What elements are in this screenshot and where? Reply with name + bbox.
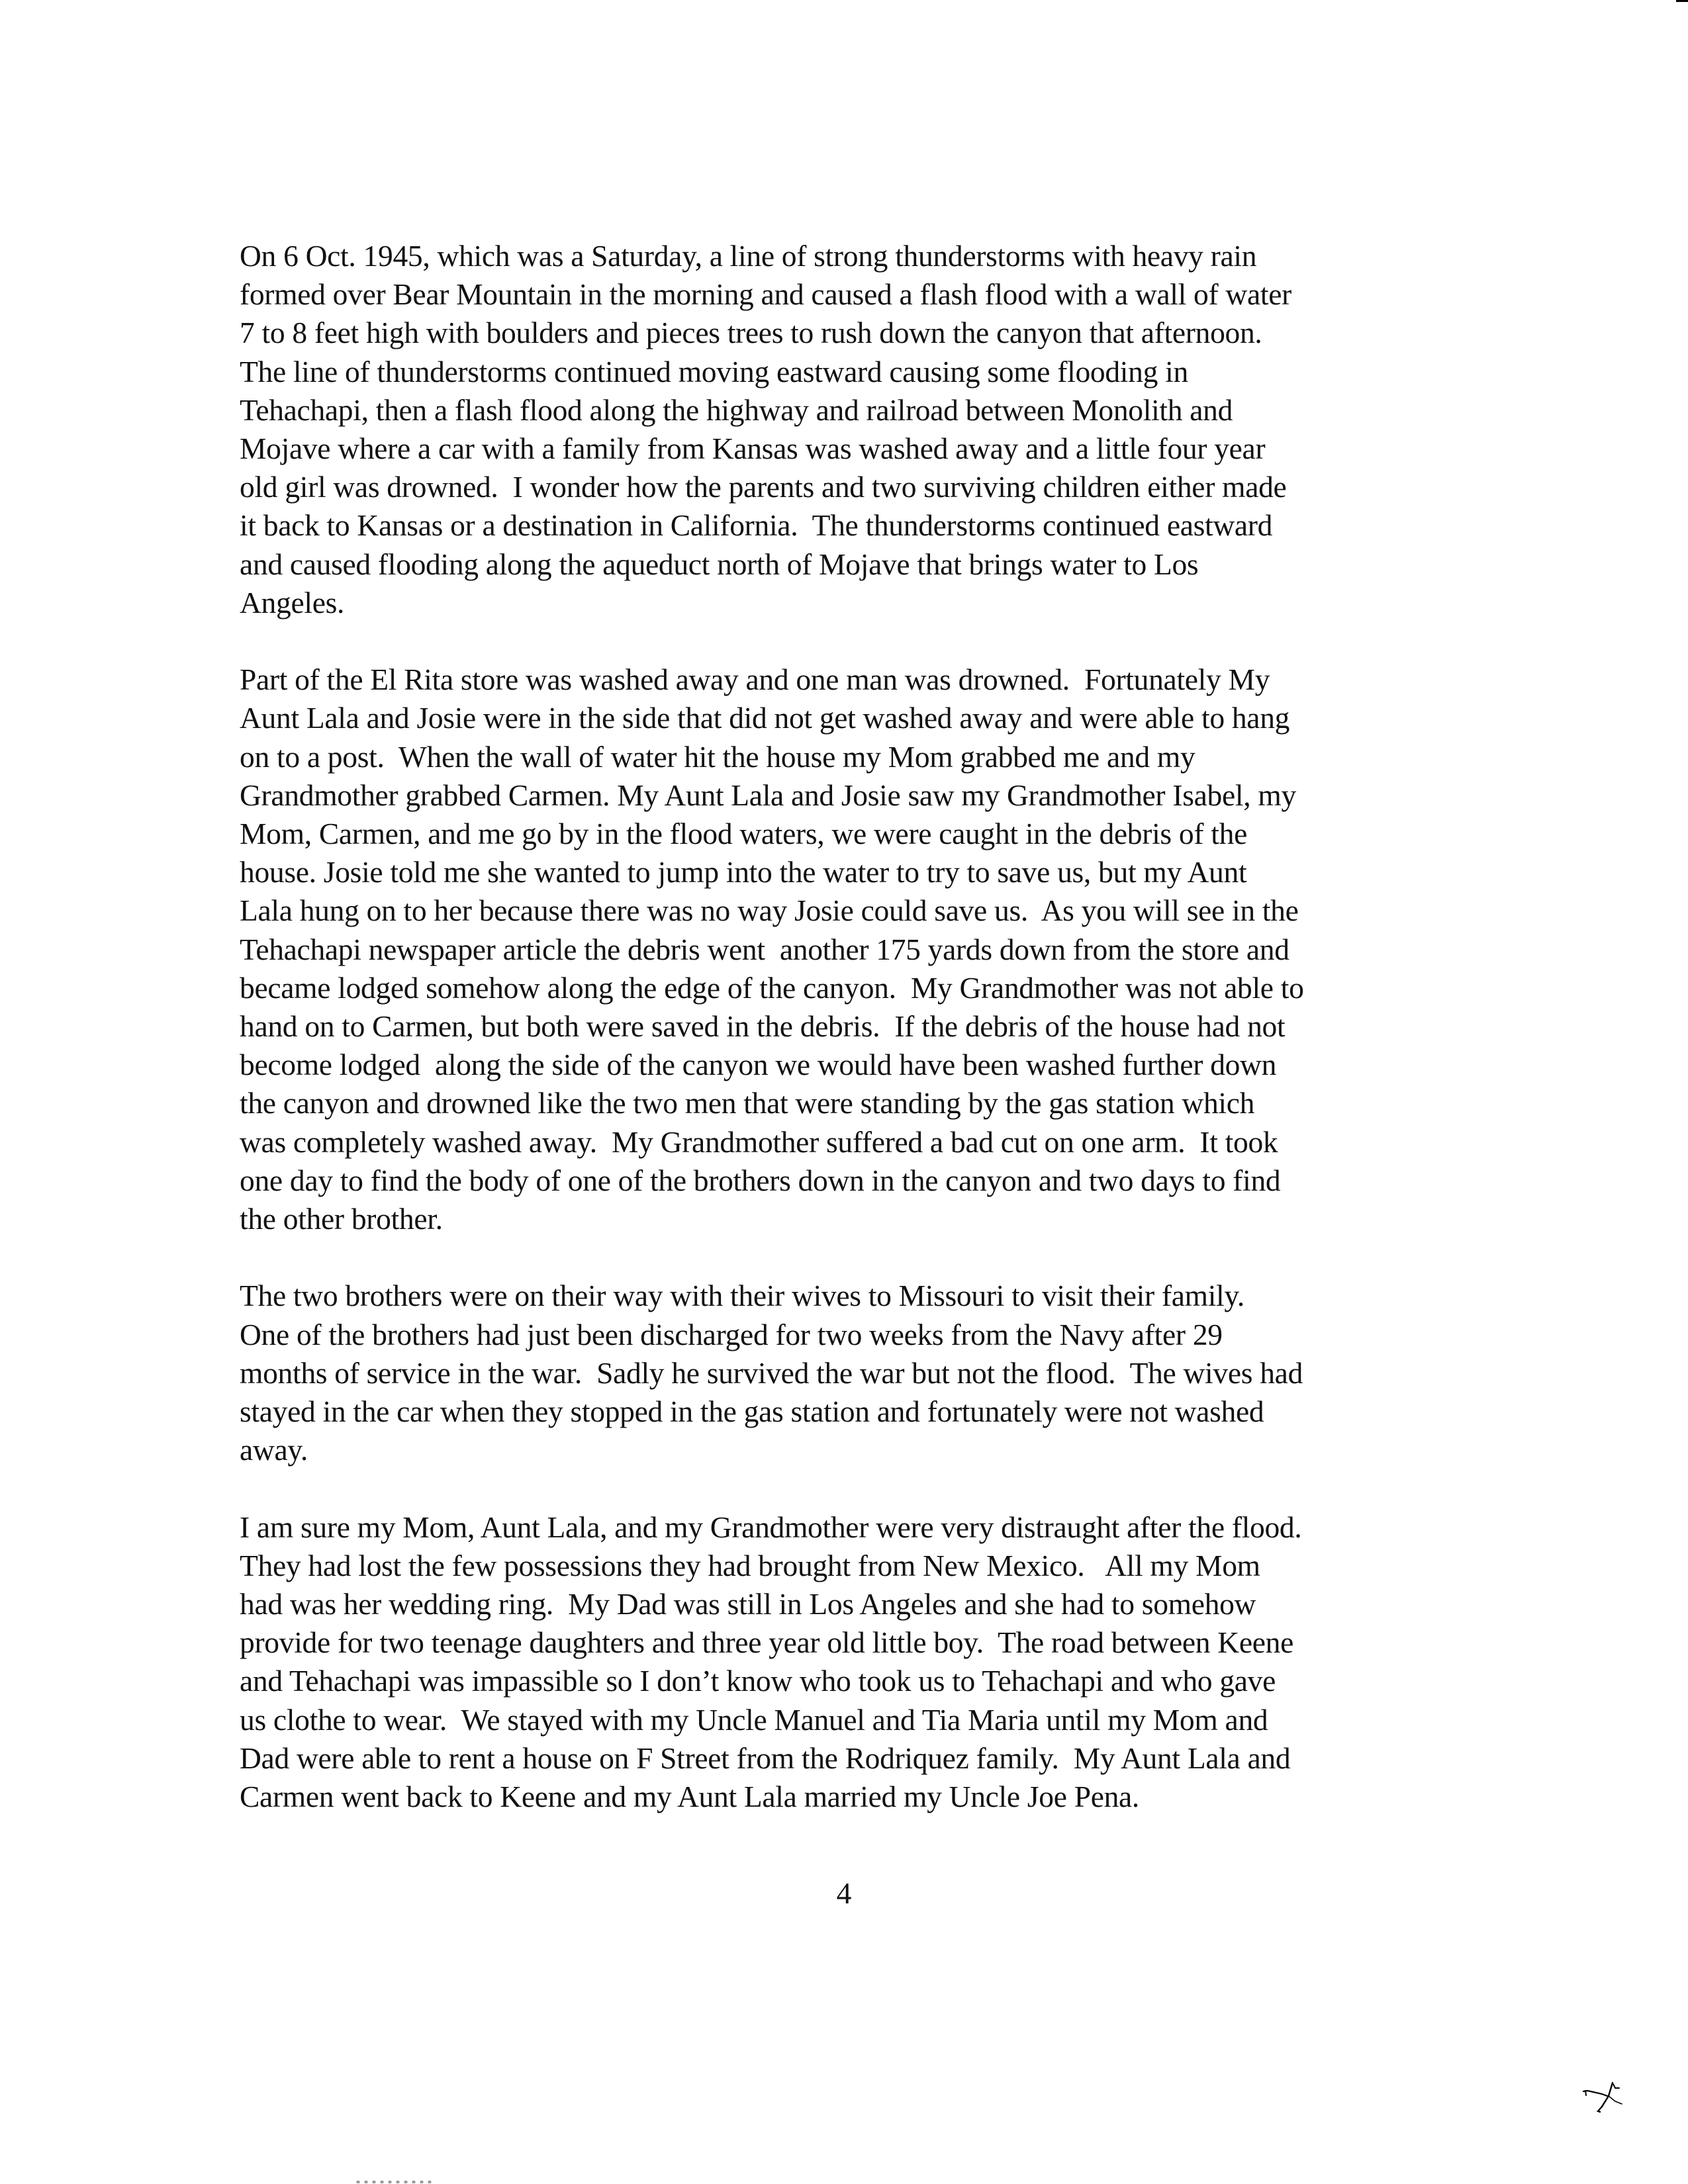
text-line: provide for two teenage daughters and three year old little boy. The road between Keene [240,1625,1294,1660]
text-line: was completely washed away. My Grandmother suffered a bad cut on one arm. It took [240,1124,1278,1159]
scan-artifact [354,2181,434,2183]
page-number: 4 [836,1876,852,1910]
paragraph [240,660,1484,1238]
text-line: and Tehachapi was impassible so I don’t know who took us to Tehachapi and who gave [240,1664,1276,1698]
text-line: months of service in the war. Sadly he survived the war but not the flood. The wives had [240,1355,1303,1390]
text-line: I am sure my Mom, Aunt Lala, and my Grandmother were very distraught after the flood. [240,1510,1302,1544]
text-line: One of the brothers had just been discharged for two weeks from the Navy after 29 [240,1317,1223,1351]
scan-corner-mark [1676,0,1688,2]
paragraph [240,1508,1484,1817]
text-line: one day to find the body of one of the brothers down in the canyon and two days to find [240,1163,1281,1197]
text-line: the other brother. [240,1202,443,1236]
handwritten-check-mark-icon [1582,2081,1635,2121]
text-line: The line of thunderstorms continued moving eastward causing some flooding in [240,354,1188,388]
text-line: Tehachapi, then a flash flood along the highway and railroad between Monolith and [240,392,1233,427]
text-line: stayed in the car when they stopped in the gas station and fortunately were not washed [240,1394,1264,1429]
text-line: Mom, Carmen, and me go by in the flood waters, we were caught in the debris of the [240,817,1247,851]
text-line: Tehachapi newspaper article the debris went another 175 yards down from the store and [240,932,1289,966]
text-line: On 6 Oct. 1945, which was a Saturday, a line of strong thunderstorms with heavy rain [240,239,1257,273]
text-line: Dad were able to rent a house on F Street from the Rodriquez family. My Aunt Lala and [240,1741,1291,1775]
text-line: had was her wedding ring. My Dad was still in Los Angeles and she had to somehow [240,1587,1256,1621]
text-line: became lodged somehow along the edge of the canyon. My Grandmother was not able to [240,970,1304,1005]
text-line: Mojave where a car with a family from Kansas was washed away and a little four year [240,432,1266,466]
text-line: Angeles. [240,585,345,619]
text-line: old girl was drowned. I wonder how the parents and two surviving children either made [240,470,1287,504]
text-line: formed over Bear Mountain in the morning and caused a flash flood with a wall of water [240,277,1291,312]
text-line: Part of the El Rita store was washed away and one man was drowned. Fortunately My [240,662,1270,697]
text-line: Lala hung on to her because there was no way Josie could save us. As you will see in the [240,893,1299,928]
text-line: They had lost the few possessions they had brought from New Mexico. All my Mom [240,1548,1260,1582]
text-line: The two brothers were on their way with their wives to Missouri to visit their family. [240,1279,1244,1313]
text-line: Carmen went back to Keene and my Aunt Lala married my Uncle Joe Pena. [240,1780,1140,1814]
document-body [240,237,1484,1854]
text-line: on to a post. When the wall of water hit the house my Mom grabbed me and my [240,739,1196,774]
text-line: Aunt Lala and Josie were in the side that did not get washed away and were able to hang [240,701,1290,735]
text-line: the canyon and drowned like the two men that were standing by the gas station which [240,1086,1255,1120]
text-line: house. Josie told me she wanted to jump into the water to try to save us, but my Aunt [240,855,1247,889]
text-line: it back to Kansas or a destination in California. The thunderstorms continued eastward [240,508,1273,543]
paragraph [240,237,1484,622]
text-line: us clothe to wear. We stayed with my Uncle Manuel and Tia Maria until my Mom and [240,1702,1268,1737]
text-line: Grandmother grabbed Carmen. My Aunt Lala and Josie saw my Grandmother Isabel, my [240,778,1296,812]
text-line: hand on to Carmen, but both were saved in the debris. If the debris of the house had not [240,1009,1286,1044]
text-line: away. [240,1433,308,1467]
text-line: 7 to 8 feet high with boulders and pieces trees to rush down the canyon that afternoon. [240,316,1262,350]
text-line: become lodged along the side of the canyon we would have been washed further down [240,1048,1277,1082]
text-line: and caused flooding along the aqueduct north of Mojave that brings water to Los [240,547,1199,581]
paragraph [240,1277,1484,1469]
